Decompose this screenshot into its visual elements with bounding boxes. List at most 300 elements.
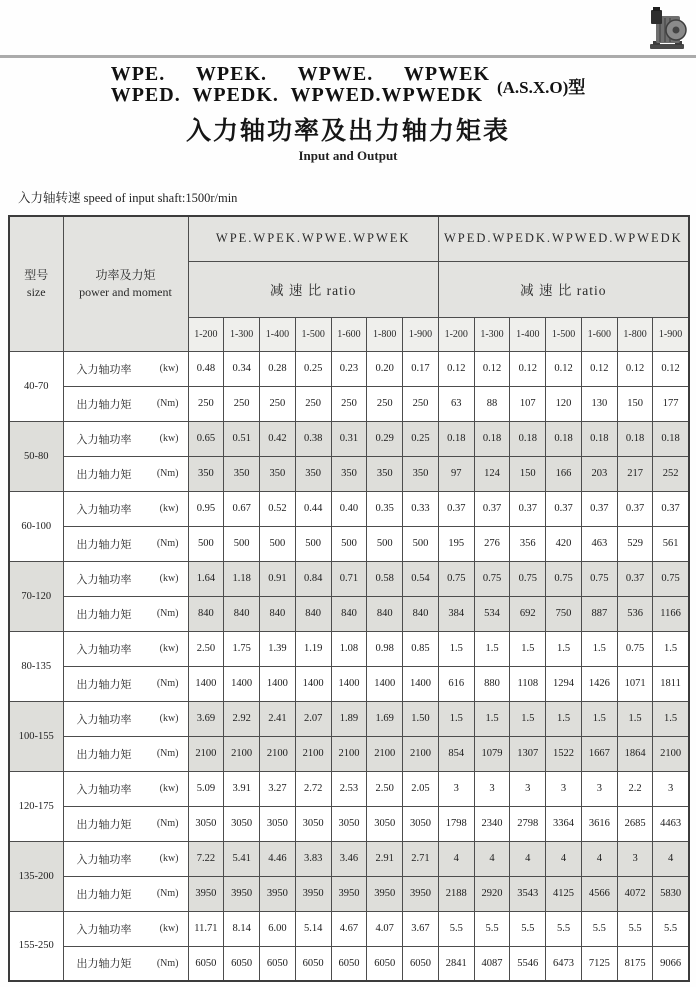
torque-value-cell: 8175 bbox=[617, 946, 653, 981]
torque-row-label bbox=[63, 526, 188, 561]
torque-value-cell: 2100 bbox=[403, 736, 439, 771]
torque-value-cell: 4125 bbox=[546, 876, 582, 911]
torque-value-cell: 500 bbox=[260, 526, 296, 561]
torque-value-cell: 350 bbox=[260, 456, 296, 491]
power-value-cell: 2.2 bbox=[617, 771, 653, 806]
power-value-cell: 0.84 bbox=[295, 561, 331, 596]
power-row-label bbox=[63, 771, 188, 806]
torque-value-cell: 500 bbox=[224, 526, 260, 561]
torque-value-cell: 1108 bbox=[510, 666, 546, 701]
torque-row bbox=[9, 386, 689, 421]
torque-value-cell: 3950 bbox=[367, 876, 403, 911]
power-row-label bbox=[63, 421, 188, 456]
power-row-label bbox=[63, 351, 188, 386]
torque-value-cell: 500 bbox=[403, 526, 439, 561]
torque-value-cell: 9066 bbox=[653, 946, 689, 981]
type-suffix: (A.S.X.O)型 bbox=[496, 77, 586, 97]
power-row-label-unit: (kw) bbox=[159, 573, 179, 584]
torque-value-cell: 2100 bbox=[367, 736, 403, 771]
power-value-cell: 0.71 bbox=[331, 561, 367, 596]
torque-value-cell: 840 bbox=[188, 596, 224, 631]
torque-value-cell: 384 bbox=[438, 596, 474, 631]
power-value-cell: 0.37 bbox=[438, 491, 474, 526]
power-value-cell: 1.5 bbox=[438, 631, 474, 666]
power-value-cell: 0.12 bbox=[438, 351, 474, 386]
torque-value-cell: 4072 bbox=[617, 876, 653, 911]
size-cell: 40-70 bbox=[9, 351, 63, 421]
torque-value-cell: 500 bbox=[295, 526, 331, 561]
power-value-cell: 2.07 bbox=[295, 701, 331, 736]
torque-value-cell: 4566 bbox=[581, 876, 617, 911]
torque-value-cell: 6473 bbox=[546, 946, 582, 981]
size-cell: 70-120 bbox=[9, 561, 63, 631]
torque-value-cell: 2100 bbox=[224, 736, 260, 771]
power-value-cell: 2.41 bbox=[260, 701, 296, 736]
torque-value-cell: 1522 bbox=[546, 736, 582, 771]
torque-value-cell: 529 bbox=[617, 526, 653, 561]
torque-value-cell: 350 bbox=[331, 456, 367, 491]
torque-value-cell: 500 bbox=[331, 526, 367, 561]
torque-value-cell: 1166 bbox=[653, 596, 689, 631]
torque-row-label-unit: (Nm) bbox=[156, 888, 179, 899]
power-value-cell: 2.71 bbox=[403, 841, 439, 876]
torque-row bbox=[9, 876, 689, 911]
power-row-label bbox=[63, 701, 188, 736]
power-value-cell: 4.67 bbox=[331, 911, 367, 946]
power-row-label-unit: (kw) bbox=[159, 853, 179, 864]
power-row-label-text: 入力轴功率 bbox=[76, 713, 132, 726]
torque-row-label-text: 出力轴力矩 bbox=[76, 888, 132, 901]
torque-row-label-unit: (Nm) bbox=[156, 678, 179, 689]
page-title-chinese: 入力轴功率及出力轴力矩表 bbox=[185, 118, 510, 145]
power-row-label-text: 入力轴功率 bbox=[76, 923, 132, 936]
torque-row bbox=[9, 736, 689, 771]
power-value-cell: 0.37 bbox=[617, 561, 653, 596]
power-value-cell: 2.05 bbox=[403, 771, 439, 806]
power-value-cell: 4.07 bbox=[367, 911, 403, 946]
power-row-label-text: 入力轴功率 bbox=[76, 573, 132, 586]
power-row bbox=[9, 561, 689, 596]
power-value-cell: 1.5 bbox=[617, 701, 653, 736]
power-value-cell: 5.5 bbox=[438, 911, 474, 946]
torque-value-cell: 1400 bbox=[260, 666, 296, 701]
torque-value-cell: 250 bbox=[260, 386, 296, 421]
torque-value-cell: 2798 bbox=[510, 806, 546, 841]
power-value-cell: 3 bbox=[510, 771, 546, 806]
torque-row-label-text: 出力轴力矩 bbox=[76, 398, 132, 411]
torque-value-cell: 3050 bbox=[224, 806, 260, 841]
power-value-cell: 3 bbox=[474, 771, 510, 806]
torque-value-cell: 2100 bbox=[260, 736, 296, 771]
power-value-cell: 5.5 bbox=[653, 911, 689, 946]
power-value-cell: 1.5 bbox=[510, 631, 546, 666]
power-row-label-unit: (kw) bbox=[159, 713, 179, 724]
torque-value-cell: 2188 bbox=[438, 876, 474, 911]
power-value-cell: 3 bbox=[546, 771, 582, 806]
power-row-label-text: 入力轴功率 bbox=[76, 433, 132, 446]
torque-value-cell: 2841 bbox=[438, 946, 474, 981]
power-row-label-text: 入力轴功率 bbox=[76, 363, 132, 376]
power-value-cell: 3 bbox=[581, 771, 617, 806]
ratio-column-header: 1-200 bbox=[438, 317, 474, 351]
power-moment-header-cn: 功率及力矩 bbox=[95, 267, 156, 282]
group2-title-header: WPED.WPEDK.WPWED.WPWEDK bbox=[438, 216, 688, 261]
torque-value-cell: 854 bbox=[438, 736, 474, 771]
torque-value-cell: 840 bbox=[367, 596, 403, 631]
torque-value-cell: 2340 bbox=[474, 806, 510, 841]
power-value-cell: 3.69 bbox=[188, 701, 224, 736]
power-row bbox=[9, 911, 689, 946]
power-value-cell: 0.25 bbox=[403, 421, 439, 456]
torque-value-cell: 350 bbox=[295, 456, 331, 491]
power-row-label-text: 入力轴功率 bbox=[76, 643, 132, 656]
torque-value-cell: 2920 bbox=[474, 876, 510, 911]
power-row-label-text: 入力轴功率 bbox=[76, 503, 132, 516]
ratio-column-header: 1-400 bbox=[260, 317, 296, 351]
torque-value-cell: 6050 bbox=[331, 946, 367, 981]
power-value-cell: 5.5 bbox=[546, 911, 582, 946]
power-value-cell: 4 bbox=[546, 841, 582, 876]
power-value-cell: 2.72 bbox=[295, 771, 331, 806]
torque-value-cell: 840 bbox=[295, 596, 331, 631]
torque-value-cell: 150 bbox=[617, 386, 653, 421]
torque-row-label bbox=[63, 666, 188, 701]
size-cell: 50-80 bbox=[9, 421, 63, 491]
power-torque-table bbox=[8, 215, 690, 982]
torque-row-label-unit: (Nm) bbox=[156, 608, 179, 619]
torque-value-cell: 150 bbox=[510, 456, 546, 491]
torque-row-label-text: 出力轴力矩 bbox=[76, 748, 132, 761]
power-value-cell: 0.67 bbox=[224, 491, 260, 526]
torque-value-cell: 250 bbox=[331, 386, 367, 421]
power-value-cell: 5.41 bbox=[224, 841, 260, 876]
group1-title-header: WPE.WPEK.WPWE.WPWEK bbox=[188, 216, 438, 261]
torque-value-cell: 2685 bbox=[617, 806, 653, 841]
torque-value-cell: 3050 bbox=[367, 806, 403, 841]
ratio-column-header: 1-500 bbox=[546, 317, 582, 351]
ratio-column-header: 1-500 bbox=[295, 317, 331, 351]
torque-value-cell: 350 bbox=[367, 456, 403, 491]
torque-value-cell: 350 bbox=[403, 456, 439, 491]
ratio-column-header: 1-600 bbox=[331, 317, 367, 351]
power-value-cell: 1.5 bbox=[474, 701, 510, 736]
torque-row bbox=[9, 946, 689, 981]
power-value-cell: 0.12 bbox=[581, 351, 617, 386]
torque-value-cell: 3950 bbox=[331, 876, 367, 911]
torque-value-cell: 97 bbox=[438, 456, 474, 491]
torque-value-cell: 350 bbox=[188, 456, 224, 491]
torque-value-cell: 6050 bbox=[367, 946, 403, 981]
size-cell: 100-155 bbox=[9, 701, 63, 771]
power-row bbox=[9, 421, 689, 456]
power-row bbox=[9, 351, 689, 386]
torque-value-cell: 6050 bbox=[188, 946, 224, 981]
torque-value-cell: 217 bbox=[617, 456, 653, 491]
power-value-cell: 1.5 bbox=[581, 701, 617, 736]
power-value-cell: 0.18 bbox=[546, 421, 582, 456]
torque-value-cell: 1426 bbox=[581, 666, 617, 701]
torque-value-cell: 534 bbox=[474, 596, 510, 631]
power-value-cell: 1.5 bbox=[546, 701, 582, 736]
power-value-cell: 0.95 bbox=[188, 491, 224, 526]
gear-reducer-photo bbox=[640, 4, 690, 52]
power-row-label-text: 入力轴功率 bbox=[76, 783, 132, 796]
size-cell: 120-175 bbox=[9, 771, 63, 841]
torque-value-cell: 840 bbox=[403, 596, 439, 631]
power-value-cell: 0.12 bbox=[653, 351, 689, 386]
power-value-cell: 0.28 bbox=[260, 351, 296, 386]
power-value-cell: 0.40 bbox=[331, 491, 367, 526]
power-value-cell: 0.18 bbox=[438, 421, 474, 456]
torque-value-cell: 887 bbox=[581, 596, 617, 631]
power-value-cell: 2.50 bbox=[367, 771, 403, 806]
torque-row-label-text: 出力轴力矩 bbox=[76, 608, 132, 621]
ratio-column-header: 1-800 bbox=[367, 317, 403, 351]
torque-row-label-text: 出力轴力矩 bbox=[76, 538, 132, 551]
torque-row-label-text: 出力轴力矩 bbox=[76, 818, 132, 831]
power-value-cell: 0.91 bbox=[260, 561, 296, 596]
ratio-column-header: 1-900 bbox=[403, 317, 439, 351]
size-header-en: size bbox=[26, 284, 46, 299]
torque-row bbox=[9, 526, 689, 561]
torque-value-cell: 4463 bbox=[653, 806, 689, 841]
power-value-cell: 0.18 bbox=[653, 421, 689, 456]
torque-value-cell: 350 bbox=[224, 456, 260, 491]
size-cell: 80-135 bbox=[9, 631, 63, 701]
power-row-label-unit: (kw) bbox=[159, 783, 179, 794]
torque-value-cell: 2100 bbox=[295, 736, 331, 771]
power-value-cell: 5.5 bbox=[510, 911, 546, 946]
power-value-cell: 0.75 bbox=[653, 561, 689, 596]
power-value-cell: 0.33 bbox=[403, 491, 439, 526]
torque-value-cell: 3543 bbox=[510, 876, 546, 911]
power-value-cell: 5.5 bbox=[474, 911, 510, 946]
torque-value-cell: 5546 bbox=[510, 946, 546, 981]
group2-ratio-label: 减 速 比 ratio bbox=[438, 261, 688, 317]
torque-value-cell: 1400 bbox=[188, 666, 224, 701]
torque-value-cell: 1400 bbox=[367, 666, 403, 701]
power-row-label-unit: (kw) bbox=[159, 923, 179, 934]
power-value-cell: 0.12 bbox=[617, 351, 653, 386]
power-value-cell: 1.75 bbox=[224, 631, 260, 666]
power-value-cell: 6.00 bbox=[260, 911, 296, 946]
power-value-cell: 0.23 bbox=[331, 351, 367, 386]
page-title-english: Input and Output bbox=[298, 148, 398, 163]
torque-value-cell: 420 bbox=[546, 526, 582, 561]
torque-value-cell: 2100 bbox=[188, 736, 224, 771]
torque-value-cell: 1294 bbox=[546, 666, 582, 701]
torque-row-label bbox=[63, 806, 188, 841]
power-value-cell: 4 bbox=[474, 841, 510, 876]
torque-value-cell: 463 bbox=[581, 526, 617, 561]
power-row bbox=[9, 491, 689, 526]
torque-value-cell: 3950 bbox=[224, 876, 260, 911]
page-heading bbox=[0, 0, 696, 164]
torque-value-cell: 840 bbox=[224, 596, 260, 631]
torque-value-cell: 1811 bbox=[653, 666, 689, 701]
power-value-cell: 0.34 bbox=[224, 351, 260, 386]
power-value-cell: 1.64 bbox=[188, 561, 224, 596]
torque-row-label bbox=[63, 876, 188, 911]
ratio-column-header: 1-600 bbox=[581, 317, 617, 351]
torque-value-cell: 3950 bbox=[188, 876, 224, 911]
torque-value-cell: 1079 bbox=[474, 736, 510, 771]
power-value-cell: 2.50 bbox=[188, 631, 224, 666]
torque-value-cell: 3950 bbox=[260, 876, 296, 911]
torque-value-cell: 166 bbox=[546, 456, 582, 491]
torque-row-label bbox=[63, 456, 188, 491]
torque-value-cell: 3050 bbox=[260, 806, 296, 841]
power-row-label bbox=[63, 631, 188, 666]
torque-value-cell: 1400 bbox=[224, 666, 260, 701]
torque-value-cell: 124 bbox=[474, 456, 510, 491]
torque-row-label-unit: (Nm) bbox=[156, 398, 179, 409]
power-value-cell: 1.50 bbox=[403, 701, 439, 736]
power-value-cell: 0.75 bbox=[617, 631, 653, 666]
power-value-cell: 2.92 bbox=[224, 701, 260, 736]
power-value-cell: 1.69 bbox=[367, 701, 403, 736]
power-row-label bbox=[63, 841, 188, 876]
power-value-cell: 1.5 bbox=[653, 631, 689, 666]
torque-value-cell: 3616 bbox=[581, 806, 617, 841]
ratio-column-header: 1-300 bbox=[224, 317, 260, 351]
power-value-cell: 3 bbox=[438, 771, 474, 806]
power-value-cell: 1.5 bbox=[581, 631, 617, 666]
power-value-cell: 0.42 bbox=[260, 421, 296, 456]
torque-value-cell: 3950 bbox=[295, 876, 331, 911]
torque-value-cell: 195 bbox=[438, 526, 474, 561]
torque-value-cell: 5830 bbox=[653, 876, 689, 911]
torque-value-cell: 276 bbox=[474, 526, 510, 561]
power-value-cell: 0.37 bbox=[617, 491, 653, 526]
power-value-cell: 0.48 bbox=[188, 351, 224, 386]
power-value-cell: 3.27 bbox=[260, 771, 296, 806]
torque-value-cell: 107 bbox=[510, 386, 546, 421]
group1-ratio-label: 减 速 比 ratio bbox=[188, 261, 438, 317]
torque-value-cell: 3950 bbox=[403, 876, 439, 911]
torque-value-cell: 63 bbox=[438, 386, 474, 421]
torque-value-cell: 880 bbox=[474, 666, 510, 701]
power-value-cell: 4 bbox=[653, 841, 689, 876]
torque-value-cell: 3050 bbox=[403, 806, 439, 841]
power-value-cell: 0.18 bbox=[581, 421, 617, 456]
torque-value-cell: 3050 bbox=[331, 806, 367, 841]
power-value-cell: 7.22 bbox=[188, 841, 224, 876]
power-value-cell: 0.75 bbox=[546, 561, 582, 596]
power-value-cell: 0.58 bbox=[367, 561, 403, 596]
torque-row-label bbox=[63, 946, 188, 981]
torque-value-cell: 3050 bbox=[188, 806, 224, 841]
power-value-cell: 1.5 bbox=[438, 701, 474, 736]
power-value-cell: 3.83 bbox=[295, 841, 331, 876]
torque-row bbox=[9, 666, 689, 701]
torque-value-cell: 177 bbox=[653, 386, 689, 421]
power-value-cell: 3 bbox=[617, 841, 653, 876]
torque-value-cell: 6050 bbox=[295, 946, 331, 981]
model-title-line1: WPE. WPEK. WPWE. WPWEK bbox=[110, 63, 490, 85]
power-moment-header-en: power and moment bbox=[79, 284, 172, 299]
top-divider-rule bbox=[0, 55, 696, 58]
power-value-cell: 4 bbox=[510, 841, 546, 876]
power-value-cell: 0.65 bbox=[188, 421, 224, 456]
power-value-cell: 1.5 bbox=[653, 701, 689, 736]
power-value-cell: 0.75 bbox=[474, 561, 510, 596]
power-value-cell: 0.38 bbox=[295, 421, 331, 456]
power-value-cell: 2.91 bbox=[367, 841, 403, 876]
torque-value-cell: 3364 bbox=[546, 806, 582, 841]
power-value-cell: 0.12 bbox=[474, 351, 510, 386]
power-row bbox=[9, 631, 689, 666]
power-row-label bbox=[63, 491, 188, 526]
torque-row-label-unit: (Nm) bbox=[156, 818, 179, 829]
power-value-cell: 5.5 bbox=[617, 911, 653, 946]
power-value-cell: 1.39 bbox=[260, 631, 296, 666]
model-title-cluster bbox=[111, 64, 586, 106]
power-value-cell: 2.53 bbox=[331, 771, 367, 806]
torque-value-cell: 2100 bbox=[653, 736, 689, 771]
torque-row-label-text: 出力轴力矩 bbox=[76, 468, 132, 481]
power-row-label bbox=[63, 561, 188, 596]
model-title-line2: WPED. WPEDK. WPWED.WPWEDK bbox=[110, 84, 484, 106]
power-value-cell: 1.5 bbox=[510, 701, 546, 736]
torque-value-cell: 250 bbox=[295, 386, 331, 421]
torque-value-cell: 6050 bbox=[260, 946, 296, 981]
power-value-cell: 0.18 bbox=[617, 421, 653, 456]
torque-value-cell: 561 bbox=[653, 526, 689, 561]
power-value-cell: 5.09 bbox=[188, 771, 224, 806]
power-row-label-unit: (kw) bbox=[159, 503, 179, 514]
power-value-cell: 1.18 bbox=[224, 561, 260, 596]
torque-value-cell: 88 bbox=[474, 386, 510, 421]
torque-value-cell: 692 bbox=[510, 596, 546, 631]
power-row bbox=[9, 771, 689, 806]
torque-value-cell: 203 bbox=[581, 456, 617, 491]
power-moment-column-header bbox=[63, 216, 188, 351]
torque-value-cell: 7125 bbox=[581, 946, 617, 981]
power-value-cell: 0.54 bbox=[403, 561, 439, 596]
ratio-column-header: 1-900 bbox=[653, 317, 689, 351]
power-value-cell: 5.14 bbox=[295, 911, 331, 946]
power-value-cell: 3 bbox=[653, 771, 689, 806]
torque-row bbox=[9, 806, 689, 841]
torque-row-label-text: 出力轴力矩 bbox=[76, 678, 132, 691]
input-shaft-speed-note: 入力轴转速 speed of input shaft:1500r/min bbox=[18, 191, 238, 205]
power-value-cell: 0.37 bbox=[581, 491, 617, 526]
torque-value-cell: 536 bbox=[617, 596, 653, 631]
power-value-cell: 0.12 bbox=[546, 351, 582, 386]
power-value-cell: 0.25 bbox=[295, 351, 331, 386]
power-value-cell: 5.5 bbox=[581, 911, 617, 946]
power-value-cell: 4 bbox=[581, 841, 617, 876]
power-value-cell: 0.37 bbox=[474, 491, 510, 526]
torque-value-cell: 1400 bbox=[331, 666, 367, 701]
power-value-cell: 0.17 bbox=[403, 351, 439, 386]
torque-row-label bbox=[63, 596, 188, 631]
torque-row-label bbox=[63, 386, 188, 421]
power-value-cell: 0.37 bbox=[546, 491, 582, 526]
torque-value-cell: 1864 bbox=[617, 736, 653, 771]
power-value-cell: 4.46 bbox=[260, 841, 296, 876]
torque-value-cell: 1307 bbox=[510, 736, 546, 771]
power-value-cell: 0.12 bbox=[510, 351, 546, 386]
torque-value-cell: 1400 bbox=[295, 666, 331, 701]
torque-value-cell: 250 bbox=[188, 386, 224, 421]
power-value-cell: 0.75 bbox=[510, 561, 546, 596]
torque-row bbox=[9, 456, 689, 491]
ratio-column-header: 1-200 bbox=[188, 317, 224, 351]
power-value-cell: 0.29 bbox=[367, 421, 403, 456]
ratio-column-header: 1-400 bbox=[510, 317, 546, 351]
